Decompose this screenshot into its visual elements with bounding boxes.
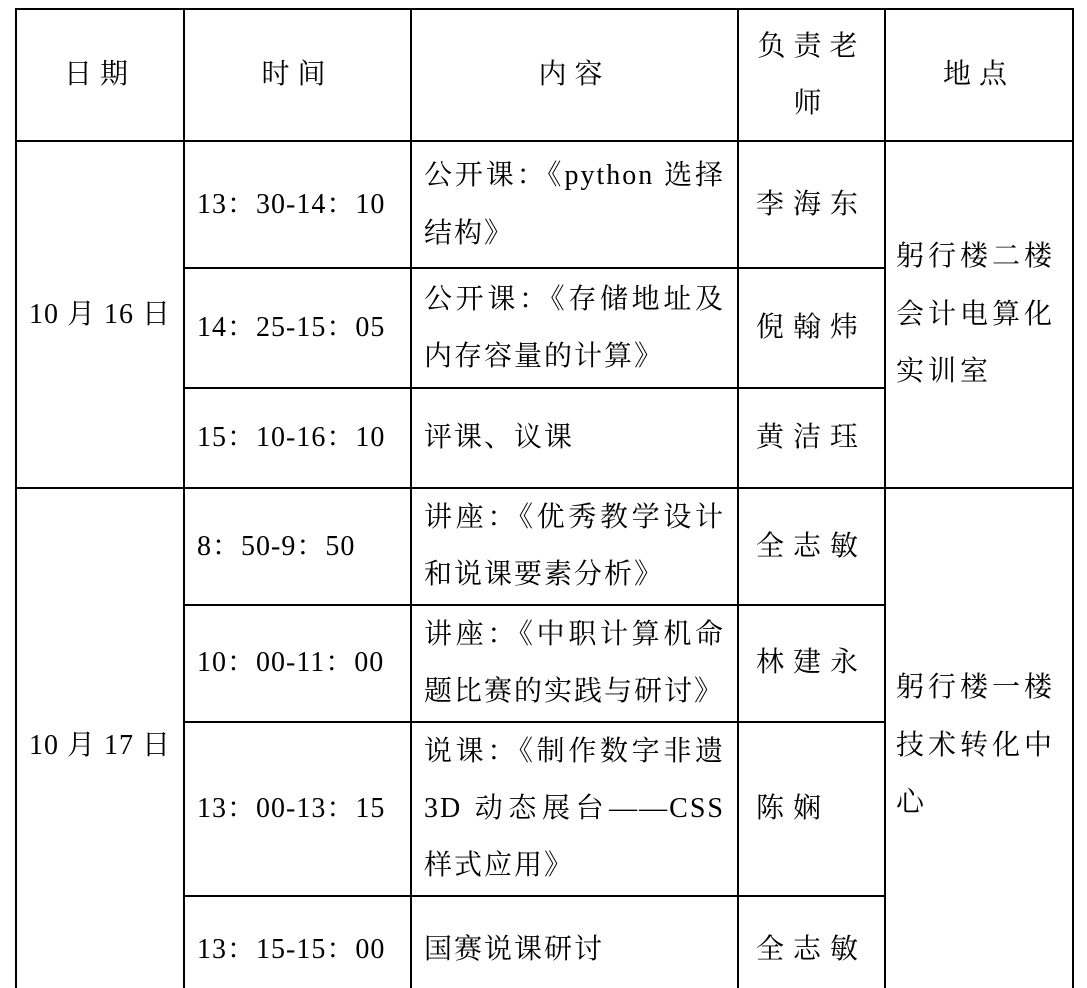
time-cell: 10：00-11：00 — [184, 605, 411, 722]
location-cell: 躬行楼二楼会计电算化实训室 — [885, 141, 1073, 488]
content-cell: 讲座：《优秀教学设计和说课要素分析》 — [411, 488, 738, 605]
time-cell: 13：30-14：10 — [184, 141, 411, 268]
table-row — [16, 488, 1073, 605]
time-cell: 13：15-15：00 — [184, 896, 411, 988]
teacher-cell: 李海东 — [738, 141, 885, 268]
content-cell: 讲座：《中职计算机命题比赛的实践与研讨》 — [411, 605, 738, 722]
time-cell: 15：10-16：10 — [184, 388, 411, 488]
teacher-cell: 倪翰炜 — [738, 268, 885, 388]
schedule-table — [15, 8, 1074, 988]
content-cell: 国赛说课研讨 — [411, 896, 738, 988]
header-cell-date: 日期 — [16, 9, 184, 141]
content-cell: 评课、议课 — [411, 388, 738, 488]
content-cell: 公开课：《python 选择结构》 — [411, 141, 738, 268]
header-cell-time: 时间 — [184, 9, 411, 141]
table-row — [16, 141, 1073, 268]
time-cell: 14：25-15：05 — [184, 268, 411, 388]
document-page — [0, 8, 1087, 988]
teacher-cell: 陈娴 — [738, 722, 885, 896]
header-cell-location: 地点 — [885, 9, 1073, 141]
teacher-cell: 全志敏 — [738, 896, 885, 988]
location-cell: 躬行楼一楼技术转化中心 — [885, 488, 1073, 988]
teacher-cell: 黄洁珏 — [738, 388, 885, 488]
time-cell: 13：00-13：15 — [184, 722, 411, 896]
date-cell: 10 月 16 日 — [16, 141, 184, 488]
header-cell-content: 内容 — [411, 9, 738, 141]
header-cell-teacher: 负责老师 — [738, 9, 885, 141]
content-cell: 说课：《制作数字非遗 3D 动态展台——CSS 样式应用》 — [411, 722, 738, 896]
time-cell: 8：50-9：50 — [184, 488, 411, 605]
date-cell: 10 月 17 日 — [16, 488, 184, 988]
content-cell: 公开课：《存储地址及内存容量的计算》 — [411, 268, 738, 388]
table-header-row — [16, 9, 1073, 141]
teacher-cell: 林建永 — [738, 605, 885, 722]
teacher-cell: 全志敏 — [738, 488, 885, 605]
